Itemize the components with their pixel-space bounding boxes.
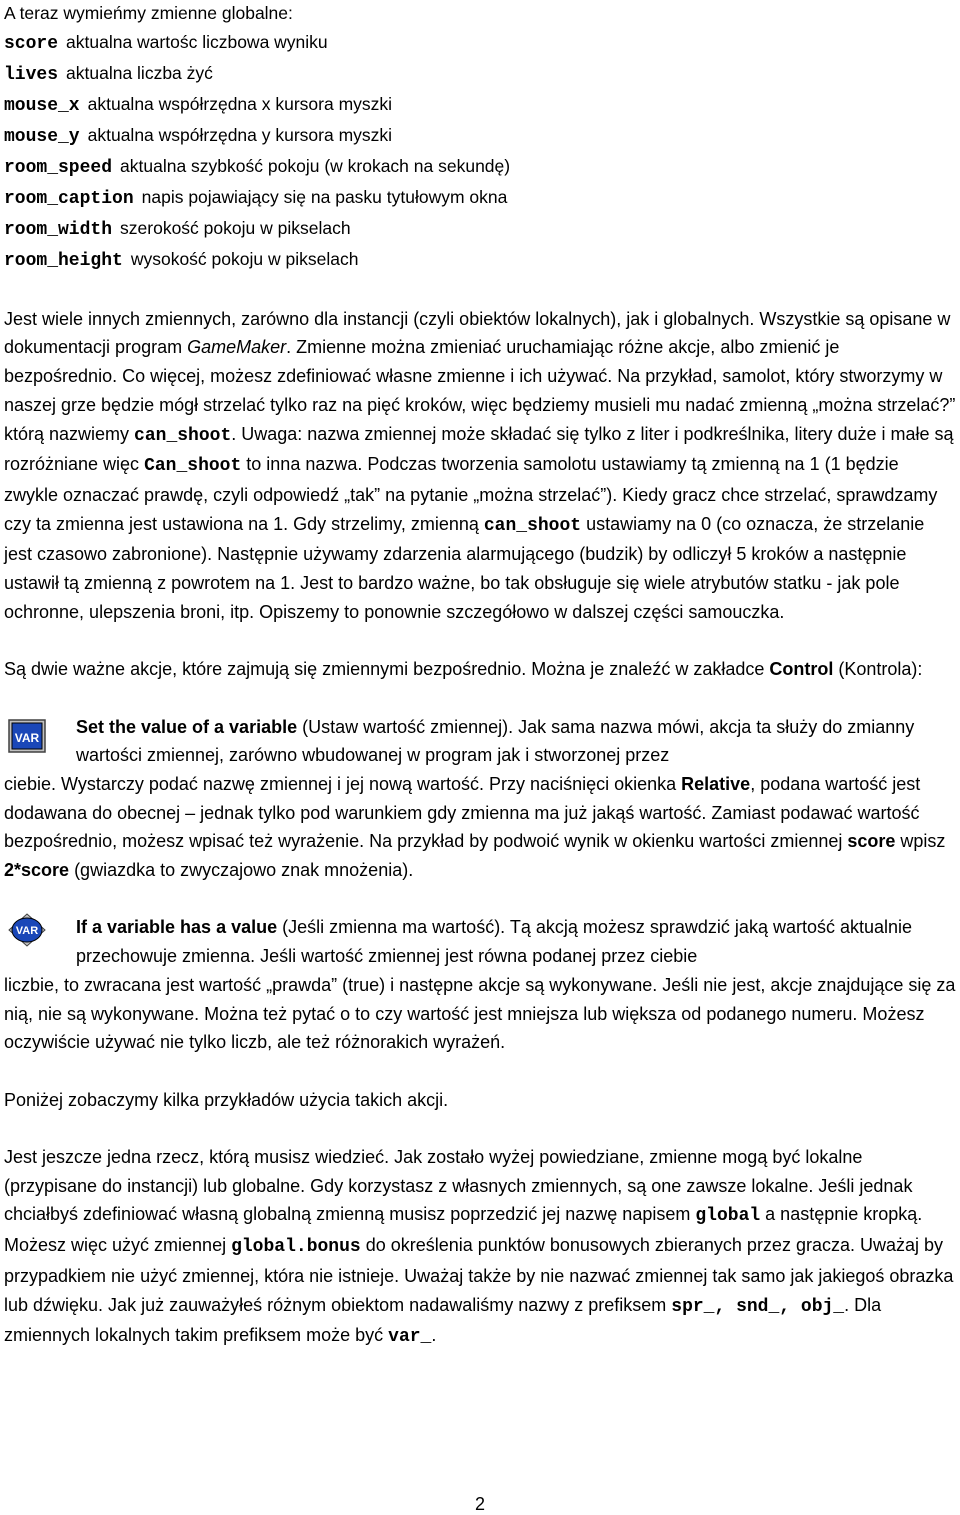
var-icon-label: VAR	[14, 730, 40, 745]
code-global-bonus: global.bonus	[231, 1237, 361, 1258]
variable-description: aktualna liczba żyć	[66, 63, 213, 83]
list-item	[4, 152, 956, 183]
text: to inna nazwa. Podczas tworzenia samolotu ustawiamy tą zmienną na 1 (1 będzie zwykle oznaczać prawdę, czyli odpowiedź „tak” na pytanie „można strzelać”). Kiedy gracz chce strzelać, sprawdzamy czy ta zmienna jest ustawiona na 1. Gdy strzelimy, zmienną	[4, 454, 938, 534]
text: . Dla zmiennych lokalnych takim prefiksem może być	[4, 1294, 882, 1346]
paragraph-variables-intro	[4, 305, 956, 627]
text: a następnie kropką. Możesz więc użyć zmiennej	[4, 1204, 923, 1256]
text: . Zmienne można zmieniać uruchamiając różne akcje, albo zmienić je bezpośrednio. Co więcej, możesz zdefiniować własne zmienne i ich używać. Na przykład, samolot, który stworzymy w naszej grze będzie mógł strzelać tylko raz na pięć kroków, więc będziemy musieli mu nadać zmienną „można strzelać?” którą nazwiemy	[4, 337, 956, 444]
variable-description: napis pojawiający się na pasku tytułowym okna	[141, 187, 508, 207]
variable-name: mouse_y	[4, 127, 80, 147]
action-test-variable-continuation	[4, 971, 956, 1057]
variable-name: room_height	[4, 251, 123, 271]
text: (Ustaw wartość zmiennej). Jak sama nazwa mówi, akcja ta służy do zmianny wartości zmiennej, zarówno wbudowanej w program jak i stworzonej przez	[76, 716, 915, 766]
text: (Kontrola):	[833, 659, 923, 680]
variable-description: aktualna szybkość pokoju (w krokach na sekundę)	[120, 156, 511, 176]
list-item	[4, 59, 956, 90]
text: wpisz	[895, 831, 946, 852]
text: Jest wiele innych zmiennych, zarówno dla instancji (czyli obiektów lokalnych), jak i globalnych. Wszystkie są opisane w dokumentacji program	[4, 308, 951, 358]
list-item	[4, 121, 956, 152]
intro-line: A teraz wymieńmy zmienne globalne:	[4, 3, 293, 23]
global-variables-list	[4, 28, 956, 276]
code-can-shoot-capital: Can_shoot	[144, 456, 242, 477]
code-can-shoot: can_shoot	[483, 515, 582, 536]
gamemaker-name: GameMaker	[187, 337, 287, 358]
text: (Jeśli zmienna ma wartość). Tą akcją możesz sprawdzić jaką wartość aktualnie przechowuje zmienna. Jeśli wartość zmiennej jest równa podanej przez ciebie	[76, 917, 913, 967]
text: liczbie, to zwracana jest wartość „prawda” (true) i następne akcje są wykonywane. Jeśli nie jest, akcje znajdujące się za nią, nie są wykonywane. Można też pytać o to czy wartość jest mniejsza lub większa od podanego numeru. Możesz oczywiście używać nie tylko liczb, ale też różnorakich wyrażeń.	[4, 974, 956, 1053]
action-test-variable	[4, 913, 956, 1057]
list-item	[4, 28, 956, 59]
var-icon	[8, 913, 46, 947]
action-test-variable-text	[4, 913, 956, 970]
text: . Uwaga: nazwa zmiennej może składać się tylko z liter i podkreślnika, litery duże i małe są rozróżniane więc	[4, 423, 954, 475]
text: ustawiamy na 0 (co oznacza, że strzelanie jest czasowo zabronione). Następnie używamy zdarzenia alarmującego (budzik) by odliczył 5 kroków a następnie ustawił tą zmienną z powrotem na 1. Jest to bardzo ważne, bo tak obsługuje się wiele atrybutów statku - jak pole ochronne, ulepszenia broni, itp. Opiszemy to ponownie szczegółowo w dalszej części samouczka.	[4, 513, 925, 622]
code-prefixes: spr_, snd_, obj_	[671, 1296, 845, 1317]
variable-name: lives	[4, 65, 59, 85]
variable-name: room_speed	[4, 158, 113, 178]
text: do określenia punktów bonusowych zbieranych przez gracza. Uważaj by przypadkiem nie użyć zmiennej, która nie istnieje. Uważaj także by nie nazwać zmiennej tak samo jak jakiegoś obrazka lub dźwięku. Jak już zauważyłeś różnym obiektom nadawaliśmy nazwy z prefiksem	[4, 1235, 954, 1315]
code-can-shoot: can_shoot	[134, 425, 232, 446]
text: .	[431, 1325, 437, 1346]
variable-description: aktualna wartośc liczbowa wyniku	[66, 32, 328, 52]
var-icon-label: VAR	[15, 925, 39, 938]
code-global: global	[695, 1206, 761, 1227]
action-set-variable-text	[4, 713, 956, 770]
code-var-prefix: var_	[388, 1327, 432, 1348]
paragraph-control-tab	[4, 655, 956, 684]
relative-checkbox-name: Relative	[681, 773, 751, 794]
variable-name: room_caption	[4, 189, 134, 209]
score-variable: score	[847, 831, 896, 852]
document-page	[4, 0, 956, 1352]
var-icon	[8, 719, 46, 753]
text: , podana wartość jest dodawana do obecnej – jednak tylko pod warunkiem gdy zmienna ma już jakąś wartość. Zamiast podawać wartość bezpośrednio, możesz wpisać też wyrażenie. Na przykład by podwoić wynik w okienku wartości zmiennej	[4, 773, 921, 852]
variable-description: wysokość pokoju w pikselach	[130, 249, 359, 269]
expression: 2*score	[4, 860, 70, 881]
variable-name: room_width	[4, 220, 113, 240]
text: ciebie. Wystarczy podać nazwę zmiennej i jej nową wartość. Przy naciśnięci okienka	[4, 773, 682, 794]
variable-description: aktualna współrzędna x kursora myszki	[87, 94, 393, 114]
variable-name: mouse_x	[4, 96, 80, 116]
page-number: 2	[474, 1494, 485, 1514]
list-item	[4, 183, 956, 214]
paragraph-examples: Poniżej zobaczymy kilka przykładów użycia takich akcji.	[4, 1089, 449, 1110]
text: Są dwie ważne akcje, które zajmują się zmiennymi bezpośrednio. Można je znaleźć w zakładce	[4, 659, 770, 680]
control-tab-name: Control	[769, 659, 834, 680]
list-item	[4, 90, 956, 121]
action-title: Set the value of a variable	[76, 716, 298, 737]
action-set-variable	[4, 713, 956, 885]
action-title: If a variable has a value	[76, 917, 278, 938]
paragraph-global-variables	[4, 1143, 956, 1352]
variable-description: aktualna współrzędna y kursora myszki	[87, 125, 393, 145]
list-item	[4, 214, 956, 245]
action-set-variable-continuation	[4, 770, 956, 885]
variable-description: szerokość pokoju w pikselach	[120, 218, 351, 238]
text: (gwiazdka to zwyczajowo znak mnożenia).	[69, 860, 414, 881]
variable-name: score	[4, 34, 59, 54]
list-item	[4, 245, 956, 276]
text: Jest jeszcze jedna rzecz, którą musisz wiedzieć. Jak zostało wyżej powiedziane, zmienne mogą być lokalne (przypisane do instancji) lub globalne. Gdy korzystasz z własnych zmiennych, są one zawsze lokalne. Jeśli jednak chciałbyś zdefiniować własną globalną zmienną musisz poprzedzić jej nazwę napisem	[4, 1147, 913, 1225]
